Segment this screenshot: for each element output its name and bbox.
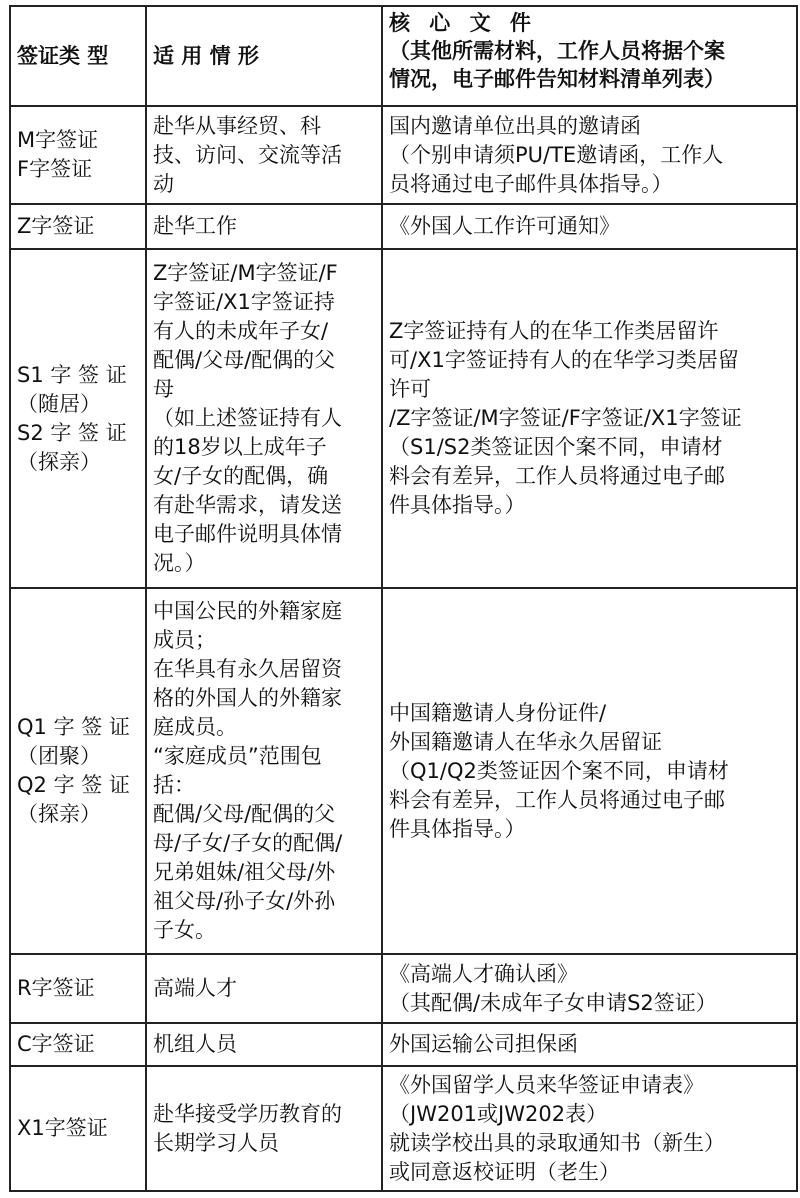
cell-visa-type bbox=[10, 1066, 146, 1191]
cell-applicable-line: 字签证/X1字签证持 bbox=[153, 290, 335, 314]
cell-core-documents-line: 外国运输公司担保函 bbox=[389, 1032, 578, 1056]
cell-core-documents bbox=[382, 1066, 797, 1191]
cell-applicable-line: 祖父母/孙子女/外孙 bbox=[153, 889, 336, 913]
cell-core-documents-line: 《外国人工作许可通知》 bbox=[389, 214, 620, 238]
cell-applicable bbox=[146, 954, 382, 1023]
cell-applicable-line: 的18岁以上成年子 bbox=[153, 435, 327, 459]
cell-core-documents-line: 料会有差异，工作人员将通过电子邮 bbox=[389, 787, 725, 812]
header-core-docs-title: 核 心 文 件 bbox=[389, 11, 537, 35]
cell-core-documents bbox=[382, 954, 797, 1023]
cell-core-documents-line: 中国籍邀请人身份证件/ bbox=[389, 700, 607, 725]
cell-visa-type bbox=[10, 106, 146, 204]
cell-visa-type-line: S2 字 签 证 bbox=[17, 420, 127, 445]
cell-core-documents-line: 可/X1字签证持有人的在华学习类居留 bbox=[389, 348, 739, 372]
cell-core-documents bbox=[382, 588, 797, 954]
cell-applicable bbox=[146, 249, 382, 588]
cell-applicable-line: 成员； bbox=[153, 628, 216, 652]
cell-applicable-line: 在华具有永久居留资 bbox=[153, 657, 342, 681]
cell-core-documents-line: 《外国留学人员来华签证申请表》 bbox=[389, 1072, 704, 1097]
cell-visa-type-line: （探亲） bbox=[17, 802, 101, 826]
cell-visa-type-line: （随居） bbox=[17, 391, 101, 416]
cell-applicable bbox=[146, 204, 382, 249]
cell-core-documents-line: 《高端人才确认函》 bbox=[389, 961, 578, 986]
cell-core-documents bbox=[382, 249, 797, 588]
table-header-row bbox=[10, 6, 797, 106]
cell-applicable-line: 子女。 bbox=[153, 918, 216, 942]
cell-applicable bbox=[146, 1066, 382, 1191]
cell-core-documents-line: 许可 bbox=[389, 377, 431, 401]
cell-applicable-line: 配偶/父母/配偶的父 bbox=[153, 802, 336, 826]
cell-applicable-line: 高端人才 bbox=[153, 976, 237, 1000]
cell-visa-type-line: S1 字 签 证 bbox=[17, 362, 127, 387]
cell-core-documents-line: 件具体指导。） bbox=[389, 816, 526, 841]
cell-core-documents-line: （Q1/Q2类签证因个案不同，申请材 bbox=[389, 758, 729, 783]
cell-visa-type-line: （探亲） bbox=[17, 449, 101, 474]
cell-applicable-line: 长期学习人员 bbox=[153, 1130, 279, 1155]
cell-applicable-line: Z字签证/M字签证/F bbox=[153, 261, 338, 285]
table-row bbox=[10, 588, 797, 954]
cell-applicable-line: 况。） bbox=[153, 551, 206, 575]
cell-core-documents-line: 员将通过电子邮件具体指导。） bbox=[389, 171, 673, 196]
cell-applicable-line: 有赴华需求，请发送 bbox=[153, 493, 342, 517]
table-row bbox=[10, 1066, 797, 1191]
header-core-docs-note-2: 情况，电子邮件告知材料清单列表） bbox=[389, 67, 725, 91]
cell-applicable-line: 中国公民的外籍家庭 bbox=[153, 599, 342, 623]
cell-core-documents-line: /Z字签证/M字签证/F字签证/X1字签证 bbox=[389, 406, 742, 430]
cell-applicable-line: 括： bbox=[153, 773, 195, 797]
cell-visa-type-line: F字签证 bbox=[17, 157, 93, 181]
cell-core-documents-line: 件具体指导。） bbox=[389, 493, 526, 517]
cell-visa-type-line: （团聚） bbox=[17, 744, 101, 768]
cell-core-documents bbox=[382, 106, 797, 204]
cell-visa-type bbox=[10, 204, 146, 249]
cell-core-documents bbox=[382, 204, 797, 249]
cell-visa-type-line: R字签证 bbox=[17, 976, 95, 1000]
cell-core-documents-line: （个别申请须PU/TE邀请函，工作人 bbox=[389, 142, 724, 167]
cell-core-documents-line: （JW201或JW202表） bbox=[389, 1101, 608, 1126]
cell-applicable-line: 赴华工作 bbox=[153, 214, 237, 238]
cell-visa-type bbox=[10, 249, 146, 588]
header-applicable-label: 适 用 情 形 bbox=[153, 44, 259, 68]
header-core-docs-note-1: （其他所需材料，工作人员将据个案 bbox=[389, 39, 725, 63]
cell-visa-type-line: Z字签证 bbox=[17, 214, 95, 238]
cell-applicable-line: 机组人员 bbox=[153, 1032, 237, 1056]
cell-core-documents-line: 料会有差异，工作人员将通过电子邮 bbox=[389, 464, 725, 488]
header-core-documents bbox=[382, 6, 797, 106]
cell-core-documents-line: 外国籍邀请人在华永久居留证 bbox=[389, 729, 662, 754]
table-row bbox=[10, 106, 797, 204]
cell-visa-type bbox=[10, 588, 146, 954]
cell-applicable-line: 母/子女/子女的配偶/ bbox=[153, 831, 343, 855]
cell-visa-type-line: X1字签证 bbox=[17, 1116, 108, 1140]
cell-applicable-line: 有人的未成年子女/ bbox=[153, 319, 329, 343]
header-visa-type-label: 签证类 型 bbox=[17, 44, 109, 68]
cell-core-documents-line: 或同意返校证明（老生） bbox=[389, 1159, 620, 1184]
cell-applicable-line: 赴华接受学历教育的 bbox=[153, 1101, 342, 1126]
cell-applicable-line: 女/子女的配偶，确 bbox=[153, 464, 329, 488]
header-applicable bbox=[146, 6, 382, 106]
cell-core-documents bbox=[382, 1023, 797, 1066]
cell-core-documents-line: （S1/S2类签证因个案不同，申请材 bbox=[389, 435, 723, 459]
cell-core-documents-line: 国内邀请单位出具的邀请函 bbox=[389, 113, 641, 138]
cell-applicable-line: （如上述签证持有人 bbox=[153, 406, 342, 430]
cell-applicable-line: “家庭成员”范围包 bbox=[153, 744, 322, 768]
cell-visa-type-line: Q2 字 签 证 bbox=[17, 773, 130, 797]
table-row bbox=[10, 1023, 797, 1066]
header-visa-type bbox=[10, 6, 146, 106]
cell-visa-type bbox=[10, 954, 146, 1023]
cell-applicable-line: 技、访问、交流等活 bbox=[153, 142, 342, 167]
cell-applicable bbox=[146, 106, 382, 204]
cell-applicable-line: 兄弟姐妹/祖父母/外 bbox=[153, 860, 336, 884]
cell-core-documents-line: Z字签证持有人的在华工作类居留许 bbox=[389, 319, 719, 343]
cell-applicable-line: 配偶/父母/配偶的父 bbox=[153, 348, 336, 372]
cell-applicable-line: 母 bbox=[153, 377, 174, 401]
cell-visa-type-line: M字签证 bbox=[17, 128, 99, 152]
cell-applicable bbox=[146, 588, 382, 954]
visa-requirements-table bbox=[9, 5, 798, 1192]
cell-core-documents-line: 就读学校出具的录取通知书（新生） bbox=[389, 1130, 725, 1155]
table-row bbox=[10, 954, 797, 1023]
cell-applicable-line: 庭成员。 bbox=[153, 715, 237, 739]
cell-visa-type-line: Q1 字 签 证 bbox=[17, 715, 130, 739]
table-row bbox=[10, 249, 797, 588]
table-row bbox=[10, 204, 797, 249]
cell-applicable-line: 动 bbox=[153, 171, 174, 196]
cell-applicable-line: 格的外国人的外籍家 bbox=[153, 686, 342, 710]
cell-core-documents-line: （其配偶/未成年子女申请S2签证） bbox=[389, 990, 717, 1015]
cell-applicable bbox=[146, 1023, 382, 1066]
cell-applicable-line: 电子邮件说明具体情 bbox=[153, 522, 342, 546]
cell-visa-type-line: C字签证 bbox=[17, 1032, 95, 1056]
cell-visa-type bbox=[10, 1023, 146, 1066]
cell-applicable-line: 赴华从事经贸、科 bbox=[153, 113, 321, 138]
